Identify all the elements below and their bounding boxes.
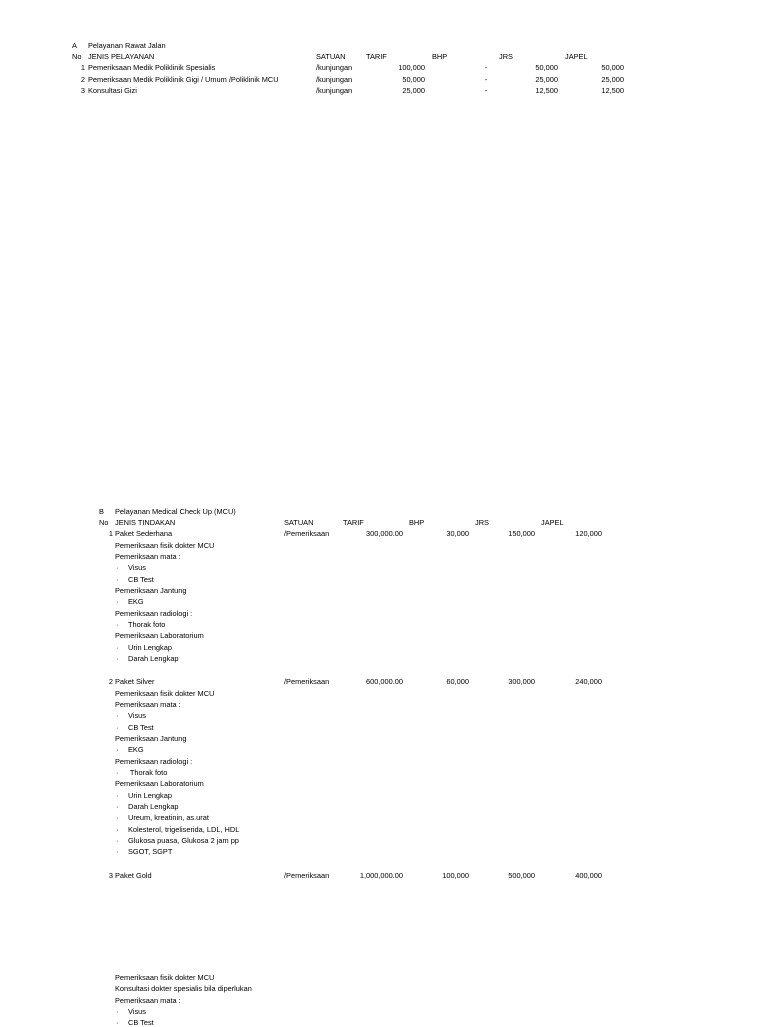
bullet-icon: ·	[116, 563, 119, 573]
package-satuan: /Pemeriksaan	[284, 677, 330, 686]
package-detail-item: Thorak foto	[128, 767, 168, 777]
package-detail-item: Glukosa puasa, Glukosa 2 jam pp	[128, 836, 239, 846]
package-detail-item: EKG	[128, 597, 144, 607]
package-detail-item: Visus	[128, 563, 146, 573]
section-b-header-item: JENIS TINDAKAN	[115, 518, 176, 527]
package-detail-item: Ureum, kreatinin, as.urat	[128, 813, 209, 823]
bullet-icon: ·	[116, 654, 119, 663]
section-b-letter: B	[99, 507, 104, 516]
section-a-letter: A	[72, 41, 77, 50]
package-detail-heading: Pemeriksaan fisik dokter MCU	[115, 688, 215, 698]
package-detail-heading: Pemeriksaan Laboratorium	[115, 779, 204, 789]
package-detail-heading: Pemeriksaan mata :	[115, 551, 181, 561]
section-a-header-tarif: TARIF	[366, 52, 387, 61]
package-no: 3	[108, 871, 113, 880]
package-jrs: 150,000	[508, 529, 535, 538]
package-detail-item: Darah Lengkap	[128, 802, 179, 811]
section-a-row-japel: 50,000	[601, 63, 624, 72]
section-a-row-satuan: /kunjungan	[316, 63, 353, 72]
package-detail-item: Thorak foto	[128, 619, 166, 629]
package-no: 2	[108, 677, 113, 686]
bullet-icon: ·	[116, 619, 119, 629]
section-a-row-no: 3	[80, 86, 85, 95]
package-detail-heading: Pemeriksaan fisik dokter MCU	[115, 973, 215, 982]
section-a-title: Pelayanan Rawat Jalan	[88, 41, 166, 50]
package-detail-item: EKG	[128, 745, 144, 755]
package-jrs: 300,000	[508, 677, 535, 686]
package-jrs: 500,000	[508, 871, 535, 880]
section-a-row-jrs: 50,000	[535, 63, 558, 72]
package-detail-item: Darah Lengkap	[128, 654, 179, 663]
package-detail-item: CB Test	[128, 574, 154, 584]
bullet-icon: ·	[116, 722, 119, 732]
package-detail-item: CB Test	[128, 722, 154, 732]
section-a-row-bhp: -	[484, 63, 488, 72]
section-a-row-japel: 12,500	[601, 86, 624, 95]
package-detail-heading: Pemeriksaan Jantung	[115, 733, 187, 743]
section-a-header-japel: JAPEL	[565, 52, 588, 61]
bullet-icon: ·	[116, 767, 119, 777]
package-japel: 120,000	[575, 529, 602, 538]
package-detail-heading: Pemeriksaan fisik dokter MCU	[115, 540, 215, 550]
package-detail-item: SGOT, SGPT	[128, 847, 173, 857]
section-a-row-tarif: 50,000	[402, 74, 425, 84]
bullet-icon: ·	[116, 836, 119, 846]
package-detail-heading: Pemeriksaan radiologi :	[115, 608, 193, 618]
bullet-icon: ·	[116, 574, 119, 584]
package-no: 1	[108, 529, 113, 538]
section-a-header-bhp: BHP	[432, 52, 448, 61]
section-a-row-name: Konsultasi Gizi	[88, 86, 137, 95]
bullet-icon: ·	[116, 745, 119, 755]
package-satuan: /Pemeriksaan	[284, 529, 330, 538]
section-b-header-satuan: SATUAN	[284, 518, 314, 527]
package-bhp: 30,000	[446, 529, 469, 538]
section-a-row-bhp: -	[484, 86, 488, 95]
package-detail-heading: Pemeriksaan mata :	[115, 995, 181, 1005]
package-japel: 240,000	[575, 677, 602, 686]
package-detail-item: Urin Lengkap	[128, 790, 172, 800]
section-b-header-tarif: TARIF	[343, 518, 364, 527]
package-detail-item: Urin Lengkap	[128, 642, 172, 652]
package-detail-item: Kolesterol, trigeliserida, LDL, HDL	[128, 824, 240, 834]
bullet-icon: ·	[116, 1018, 119, 1027]
package-name: Paket Silver	[115, 677, 155, 686]
section-a-row-name: Pemeriksaan Medik Poliklinik Spesialis	[88, 63, 216, 72]
bullet-icon: ·	[116, 813, 119, 823]
section-a-header-satuan: SATUAN	[316, 52, 346, 61]
section-b-header-japel: JAPEL	[541, 518, 564, 527]
package-detail-heading: Pemeriksaan Jantung	[115, 585, 187, 595]
package-tarif: 300,000.00	[366, 529, 403, 538]
section-a-row-no: 2	[80, 74, 85, 84]
section-a-row-tarif: 25,000	[402, 86, 425, 95]
section-a-row-japel: 25,000	[601, 74, 624, 84]
section-b-title: Pelayanan Medical Check Up (MCU)	[115, 507, 236, 516]
package-japel: 400,000	[575, 871, 602, 880]
bullet-icon: ·	[116, 711, 119, 721]
package-name: Paket Gold	[115, 871, 152, 880]
section-a-row-jrs: 25,000	[535, 74, 558, 84]
package-detail-heading: Pemeriksaan mata :	[115, 699, 181, 709]
section-a-row-satuan: /kunjungan	[316, 86, 353, 95]
section-a-header-jrs: JRS	[499, 52, 513, 61]
section-a-row-no: 1	[80, 63, 85, 72]
section-b-header-jrs: JRS	[475, 518, 489, 527]
package-satuan: /Pemeriksaan	[284, 871, 330, 880]
bullet-icon: ·	[116, 1007, 119, 1017]
package-detail-heading: Konsultasi dokter spesialis bila diperlukan	[115, 984, 252, 994]
package-detail-item: CB Test	[128, 1018, 154, 1027]
section-b-header-bhp: BHP	[409, 518, 425, 527]
package-detail-item: Visus	[128, 1007, 146, 1017]
bullet-icon: ·	[116, 597, 119, 607]
bullet-icon: ·	[116, 802, 119, 811]
section-a-row-tarif: 100,000	[398, 63, 425, 72]
section-a-header-no: No	[72, 52, 82, 61]
package-tarif: 1,000,000.00	[359, 871, 403, 880]
section-b-header-no: No	[99, 518, 109, 527]
section-a-row-satuan: /kunjungan	[316, 74, 353, 84]
section-a-row-name: Pemeriksaan Medik Poliklinik Gigi / Umum /Poliklinik MCU	[88, 74, 279, 84]
package-detail-heading: Pemeriksaan Laboratorium	[115, 631, 204, 641]
bullet-icon: ·	[116, 642, 119, 652]
section-a-row-bhp: -	[484, 74, 488, 84]
bullet-icon: ·	[116, 824, 119, 834]
section-a-row-jrs: 12,500	[535, 86, 558, 95]
package-detail-item: Visus	[128, 711, 146, 721]
package-tarif: 600,000.00	[366, 677, 403, 686]
package-bhp: 60,000	[446, 677, 469, 686]
bullet-icon: ·	[116, 847, 119, 857]
bullet-icon: ·	[116, 790, 119, 800]
package-detail-heading: Pemeriksaan radiologi :	[115, 756, 193, 766]
section-a-header-item: JENIS PELAYANAN	[88, 52, 155, 61]
package-bhp: 100,000	[442, 871, 469, 880]
package-name: Paket Sederhana	[115, 529, 173, 538]
